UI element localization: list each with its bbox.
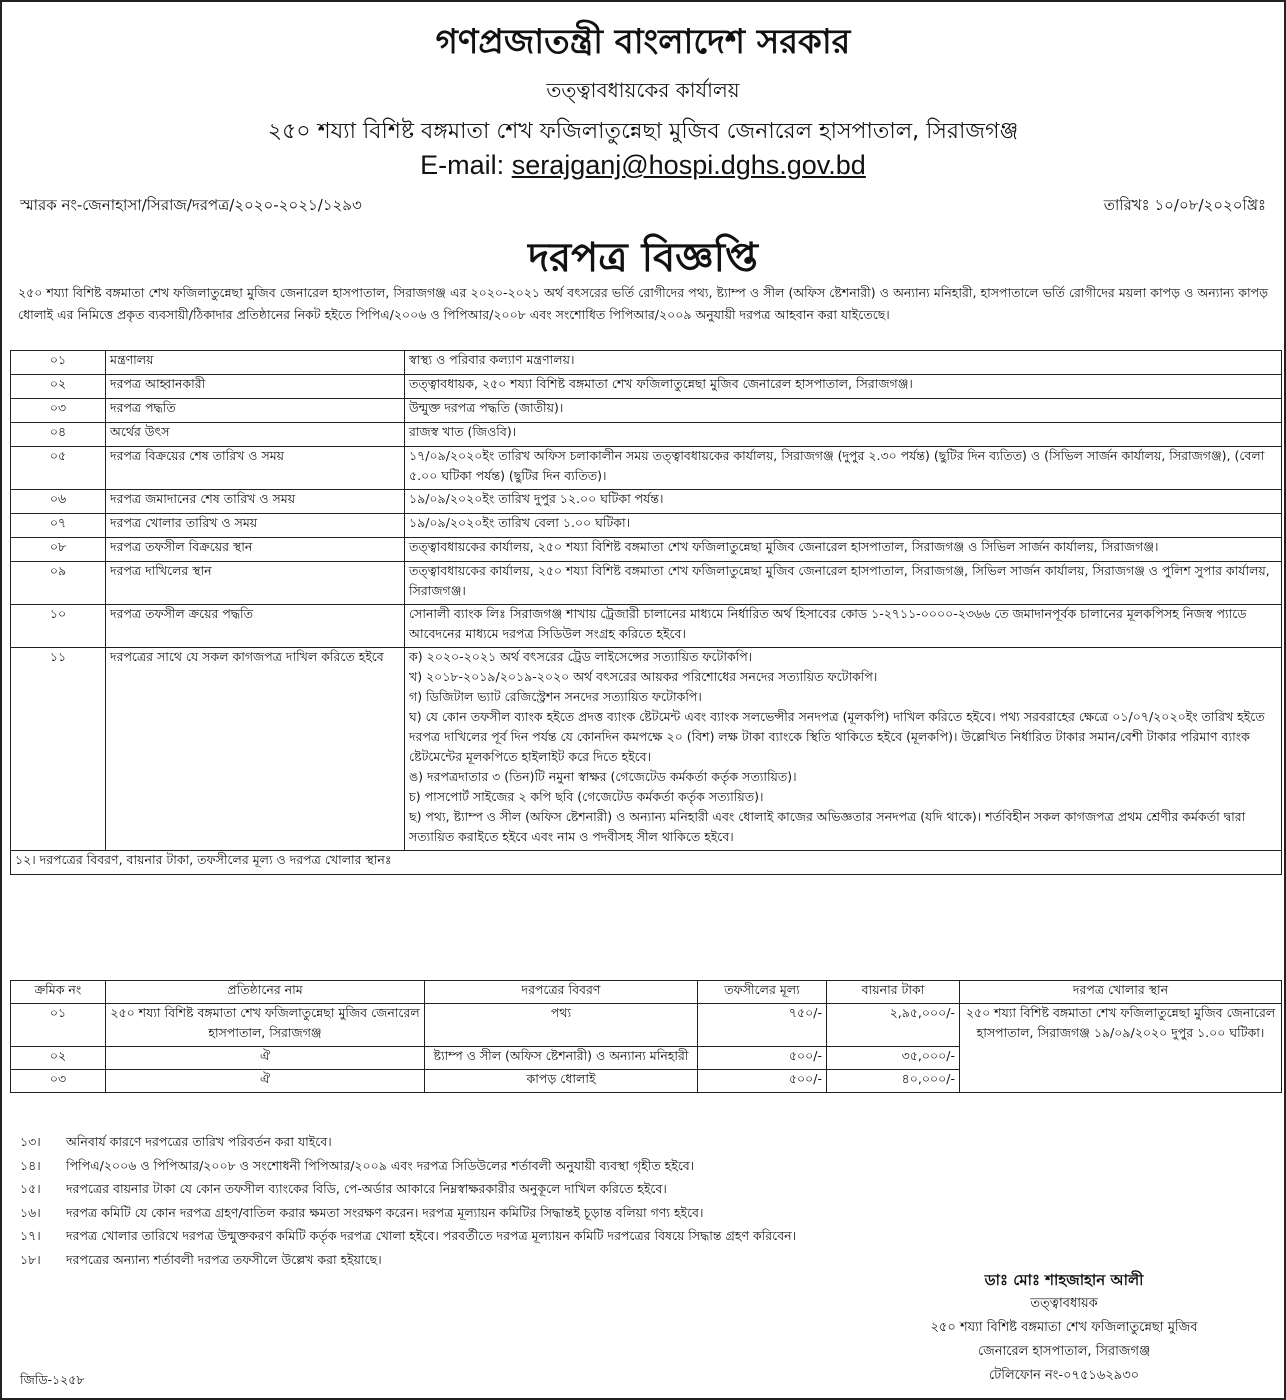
tender-info-table: [10, 350, 1282, 875]
row-label: দরপত্র তফসীল বিক্রয়ের স্থান: [106, 538, 405, 562]
note-text: অনিবার্য কারণে দরপত্রের তারিখ পরিবর্তন করা যাইবে।: [66, 1134, 332, 1149]
memo-number: স্মারক নং-জেনাহাসা/সিরাজ/দরপত্র/২০২০-২০২১/১২৯৩: [20, 196, 362, 214]
note-number: ১৭।: [20, 1228, 41, 1243]
row-label: দরপত্র পদ্ধতি: [106, 399, 405, 423]
table-row: [11, 851, 1282, 875]
cell-serial: ০২: [11, 1047, 106, 1070]
row-label: দরপত্র আহ্বানকারী: [106, 375, 405, 399]
cell-description: কাপড় ধোলাই: [425, 1070, 698, 1093]
email-link[interactable]: serajganj@hospi.dghs.gov.bd: [511, 150, 866, 180]
cell-schedule-price: ৫০০/-: [698, 1070, 827, 1093]
intro-paragraph: ২৫০ শয্যা বিশিষ্ট বঙ্গমাতা শেখ ফজিলাতুন্নেছা মুজিব জেনারেল হাসপাতাল, সিরাজগঞ্জ এর ২০২০-২০২১ অর্থ বৎসরের ভর্তি রোগীদের পথ্য, ষ্ট্যাম্প ও সীল (অফিস ষ্টেশনারী) ও অন্যান্য মনিহারী, হাসপাতালে ভর্তি রোগীদের ময়লা কাপড় ও অন্যান্য কাপড় ধোলাই এর নিমিত্তে প্রকৃত ব্যবসায়ী/ঠিকাদার প্রতিষ্ঠানের নিকট হইতে পিপিএ/২০০৬ ও পিপিআর/২০০৮ এবং সংশোধিত পিপিআর/২০০৯ অনুযায়ী দরপত্র আহবান করা যাইতেছে।: [18, 285, 1268, 322]
list-item: গ) ডিজিটাল ভ্যাট রেজিস্ট্রেশন সনদের সত্যায়িত ফটোকপি।: [409, 689, 702, 704]
email-label: E-mail:: [420, 150, 512, 180]
row-number: ০৬: [11, 490, 106, 514]
cell-opening-place: ২৫০ শয্যা বিশিষ্ট বঙ্গমাতা শেখ ফজিলাতুন্নেছা মুজিব জেনারেল হাসপাতাল, সিরাজগঞ্জ ১৯/০৯/২০২০ দুপুর ১.০০ ঘটিকা।: [960, 1004, 1282, 1093]
table-row: [11, 514, 1282, 538]
cell-earnest-money: ৪০,০০০/-: [827, 1070, 960, 1093]
row-value: তত্ত্বাবধায়কের কার্যালয়, ২৫০ শয্যা বিশিষ্ট বঙ্গমাতা শেখ ফজিলাতুন্নেছা মুজিব জেনারেল হাসপাতাল, সিরাজগঞ্জ ও সিভিল সার্জন কার্যালয়, সিরাজগঞ্জ।: [405, 538, 1282, 562]
note-text: দরপত্র খোলার তারিখে দরপত্র উন্মুক্তকরণ কমিটি কর্তৃক দরপত্র খোলা হইবে। পরবর্তীতে দরপত্র মূল্যায়ন কমিটি দরপত্রের বিষয়ে সিদ্ধান্ত গ্রহণ করিবেন।: [66, 1228, 797, 1243]
cell-serial: ০১: [11, 1004, 106, 1047]
note-text: পিপিএ/২০০৬ ও পিপিআর/২০০৮ ও সংশোধনী পিপিআর/২০০৯ এবং দরপত্র সিডিউলের শর্তাবলী অনুযায়ী ব্যবস্থা গৃহীত হইবে।: [66, 1157, 695, 1173]
signatory-name: ডাঃ মোঃ শাহজাহান আলী: [984, 1271, 1144, 1289]
row-number: ০৪: [11, 423, 106, 447]
table-row: [11, 375, 1282, 399]
list-item: ছ) পথ্য, ষ্ট্যাম্প ও সীল (অফিস ষ্টেশনারী) ও অন্যান্য মনিহারী এবং ধোলাই কাজের অভিজ্ঞতার সনদপত্র (যদি থাকে)। শর্তবিহীন সকল কাগজপত্র প্রথম শ্রেণীর কর্মকর্তা দ্বারা সত্যায়িত করাইতে হইবে এবং নাম ও পদবীসহ সীল থাকিতে হইবে।: [409, 809, 1246, 844]
notice-date: তারিখঃ ১০/০৮/২০২০খ্রিঃ: [1103, 196, 1266, 214]
row-value: উন্মুক্ত দরপত্র পদ্ধতি (জাতীয়)।: [405, 399, 1282, 423]
row-number: ০১: [11, 351, 106, 375]
cell-description: ষ্ট্যাম্প ও সীল (অফিস ষ্টেশনারী) ও অন্যান্য মনিহারী: [425, 1047, 698, 1070]
cell-schedule-price: ৫০০/-: [698, 1047, 827, 1070]
government-title: গণপ্রজাতন্ত্রী বাংলাদেশ সরকার: [435, 22, 851, 62]
documents-list: [405, 648, 1282, 851]
table-row: [11, 351, 1282, 375]
office-name: তত্ত্বাবধায়কের কার্যালয়: [546, 78, 740, 102]
table-row: [11, 562, 1282, 605]
note-text: দরপত্র কমিটি যে কোন দরপত্র গ্রহণ/বাতিল করার ক্ষমতা সংরক্ষণ করেন। দরপত্র মূল্যায়ন কমিটির সিদ্ধান্তই চূড়ান্ত বলিয়া গণ্য হইবে।: [66, 1204, 704, 1220]
ad-number: জিডি-১২৫৮: [20, 1372, 85, 1387]
row-number: ০৯: [11, 562, 106, 605]
cell-organization: ঐ: [106, 1070, 425, 1093]
cell-earnest-money: ৩৫,০০০/-: [827, 1047, 960, 1070]
list-item: ক) ২০২০-২০২১ অর্থ বৎসরের ট্রেড লাইসেন্সের সত্যায়িত ফটোকপি।: [409, 649, 753, 664]
table-row: [11, 1004, 1282, 1047]
list-item: খ) ২০১৮-২০১৯/২০১৯-২০২০ অর্থ বৎসরের আয়কর পরিশোধের সনদের সত্যায়িত ফটোকপি।: [409, 669, 878, 684]
section-12-heading: ১২। দরপত্রের বিবরণ, বায়নার টাকা, তফসীলের মূল্য ও দরপত্র খোলার স্থানঃ: [11, 851, 1282, 875]
row-label: দরপত্র বিক্রয়ের শেষ তারিখ ও সময়: [106, 447, 405, 490]
table-row: [11, 447, 1282, 490]
row-value: ১৯/০৯/২০২০ইং তারিখ দুপুর ১২.০০ ঘটিকা পর্যন্ত।: [405, 490, 1282, 514]
list-item: [20, 1201, 796, 1225]
row-number: ০২: [11, 375, 106, 399]
row-value: তত্ত্বাবধায়ক, ২৫০ শয্যা বিশিষ্ট বঙ্গমাতা শেখ ফজিলাতুন্নেছা মুজিব জেনারেল হাসপাতাল, সিরাজগঞ্জ।: [405, 375, 1282, 399]
row-value: রাজস্ব খাত (জিওবি)।: [405, 423, 1282, 447]
row-number: ১১: [11, 648, 106, 851]
column-header: দরপত্রের বিবরণ: [425, 981, 698, 1004]
row-label: দরপত্র খোলার তারিখ ও সময়: [106, 514, 405, 538]
row-label: অর্থের উৎস: [106, 423, 405, 447]
row-number: ০৫: [11, 447, 106, 490]
column-header: প্রতিষ্ঠানের নাম: [106, 981, 425, 1004]
list-item: ঘ) যে কোন তফসীল ব্যাংক হইতে প্রদত্ত ব্যাংক ষ্টেটমেন্ট এবং ব্যাংক সলভেন্সীর সনদপত্র (মূলকপি) দাখিল করিতে হইবে। পথ্য সরবরাহের ক্ষেত্রে ০১/০৭/২০২০ইং তারিখ হইতে দরপত্র দাখিলের পূর্ব দিন পর্যন্ত যে কোনদিন কমপক্ষে ২০ (বিশ) লক্ষ টাকা ব্যাংকে স্থিতি থাকিতে হইবে (মূলকপি)। উল্লেখিত নির্ধারিত টাকার সমান/বেশী টাকার পরিমাণ ব্যাংক ষ্টেটমেন্টের মূলকপিতে হাইলাইট করে দিতে হইবে।: [409, 709, 1265, 764]
signatory-phone: টেলিফোন নং-০৭৫১৬২৯৩০: [988, 1368, 1140, 1383]
column-header: তফসীলের মূল্য: [698, 981, 827, 1004]
row-label: দরপত্রের সাথে যে সকল কাগজপত্র দাখিল করিতে হইবে: [106, 648, 405, 851]
cell-earnest-money: ২,৯৫,০০০/-: [827, 1004, 960, 1047]
cell-schedule-price: ৭৫০/-: [698, 1004, 827, 1047]
row-value: তত্ত্বাবধায়কের কার্যালয়, ২৫০ শয্যা বিশিষ্ট বঙ্গমাতা শেখ ফজিলাতুন্নেছা মুজিব জেনারেল হাসপাতাল, সিরাজগঞ্জ, সিভিল সার্জন কার্যালয়, সিরাজগঞ্জ ও পুলিশ সুপার কার্যালয়, সিরাজগঞ্জ।: [405, 562, 1282, 605]
signature-block: [884, 1268, 1244, 1388]
list-item: চ) পাসপোর্ট সাইজের ২ কপি ছবি (গেজেটেড কর্মকর্তা কর্তৃক সত্যায়িত)।: [409, 789, 764, 804]
column-header: দরপত্র খোলার স্থান: [960, 981, 1282, 1004]
page-title: দরপত্র বিজ্ঞপ্তি: [528, 235, 758, 281]
signatory-designation: তত্ত্বাবধায়ক: [1030, 1296, 1098, 1311]
row-value: সোনালী ব্যাংক লিঃ সিরাজগঞ্জ শাখায় ট্রেজারী চালানের মাধ্যমে নির্ধারিত অর্থ হিসাবের কোড ১-২৭১১-০০০০-২৩৬৬ তে জমাদানপূর্বক চালানের মূলকপিসহ নিজস্ব প্যাডে আবেদনের মাধ্যমে দরপত্র সিডিউল সংগ্রহ করিতে হইবে।: [405, 605, 1282, 648]
row-number: ০৮: [11, 538, 106, 562]
column-header: ক্রমিক নং: [11, 981, 106, 1004]
note-number: ১৫।: [20, 1181, 41, 1196]
signatory-office-line: ২৫০ শয্যা বিশিষ্ট বঙ্গমাতা শেখ ফজিলাতুন্নেছা মুজিব: [930, 1320, 1198, 1335]
notes-list: [20, 1130, 796, 1271]
row-label: দরপত্র দাখিলের স্থান: [106, 562, 405, 605]
row-value: ১৭/০৯/২০২০ইং তারিখ অফিস চলাকালীন সময় তত্ত্বাবধায়কের কার্যালয়, সিরাজগঞ্জ (দুপুর ২.৩০ পর্যন্ত) (ছুটির দিন ব্যতিত) ও (সিভিল সার্জন কার্যালয়, সিরাজগঞ্জ), (বেলা ৫.০০ ঘটিকা পর্যন্ত) (ছুটির দিন ব্যতিত)।: [405, 447, 1282, 490]
cell-organization: ঐ: [106, 1047, 425, 1070]
table-row: [11, 538, 1282, 562]
note-text: দরপত্রের বায়নার টাকা যে কোন তফসীল ব্যাংকের বিডি, পে-অর্ডার আকারে নিম্নস্বাক্ষরকারীর অনুকূলে দাখিল করিতে হইবে।: [66, 1181, 667, 1196]
table-header-row: [11, 981, 1282, 1004]
list-item: [20, 1154, 796, 1178]
hospital-name: ২৫০ শয্যা বিশিষ্ট বঙ্গমাতা শেখ ফজিলাতুন্নেছা মুজিব জেনারেল হাসপাতাল, সিরাজগঞ্জ: [267, 119, 1019, 144]
note-number: ১৬।: [20, 1204, 41, 1220]
note-number: ১৮।: [20, 1251, 41, 1267]
cell-description: পথ্য: [425, 1004, 698, 1047]
table-row: [11, 423, 1282, 447]
cell-serial: ০৩: [11, 1070, 106, 1093]
list-item: [20, 1224, 796, 1248]
list-item: [20, 1248, 796, 1272]
table-row: [11, 490, 1282, 514]
list-item: [20, 1130, 796, 1154]
table-row: [11, 399, 1282, 423]
row-number: ১০: [11, 605, 106, 648]
row-value: ১৯/০৯/২০২০ইং তারিখ বেলা ১.০০ ঘটিকা।: [405, 514, 1282, 538]
row-label: দরপত্র জমাদানের শেষ তারিখ ও সময়: [106, 490, 405, 514]
row-label: মন্ত্রণালয়: [106, 351, 405, 375]
table-row: [11, 648, 1282, 851]
row-value: স্বাস্থ্য ও পরিবার কল্যাণ মন্ত্রণালয়।: [405, 351, 1282, 375]
list-item: ঙ) দরপত্রদাতার ৩ (তিন)টি নমুনা স্বাক্ষর (গেজেটেড কর্মকর্তা কর্তৃক সত্যায়িত)।: [409, 769, 797, 784]
tender-details-table: [10, 980, 1282, 1093]
signatory-office-line: জেনারেল হাসপাতাল, সিরাজগঞ্জ: [977, 1344, 1151, 1359]
list-item: [20, 1177, 796, 1201]
row-number: ০৭: [11, 514, 106, 538]
email-line: [2, 150, 1284, 181]
note-number: ১৩।: [20, 1134, 41, 1149]
row-label: দরপত্র তফসীল ক্রয়ের পদ্ধতি: [106, 605, 405, 648]
cell-organization: ২৫০ শয্যা বিশিষ্ট বঙ্গমাতা শেখ ফজিলাতুন্নেছা মুজিব জেনারেল হাসপাতাল, সিরাজগঞ্জ: [106, 1004, 425, 1047]
table-row: [11, 605, 1282, 648]
note-number: ১৪।: [20, 1157, 41, 1173]
note-text: দরপত্রের অন্যান্য শর্তাবলী দরপত্র তফসীলে উল্লেখ করা হইয়াছে।: [66, 1251, 382, 1267]
row-number: ০৩: [11, 399, 106, 423]
column-header: বায়নার টাকা: [827, 981, 960, 1004]
